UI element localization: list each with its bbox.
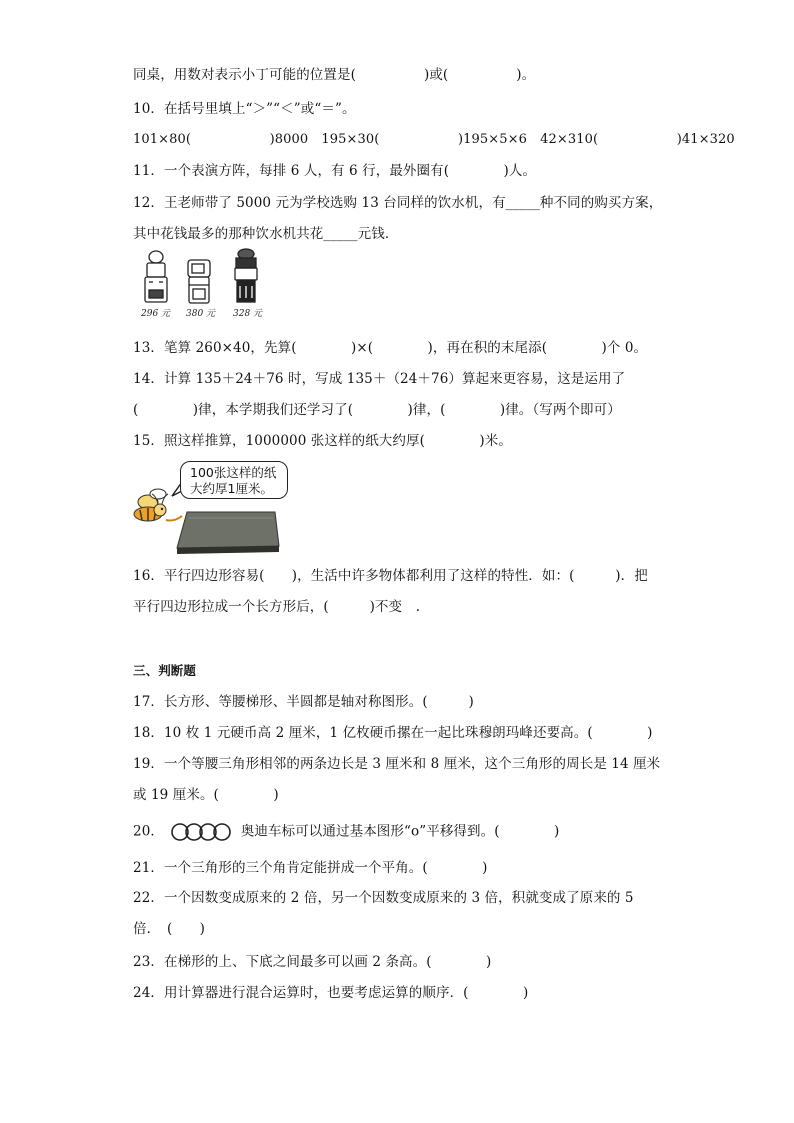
q20-number: 20． [133,823,164,840]
q22-line1: 22．一个因数变成原来的 2 倍，另一个因数变成原来的 3 倍，积就变成了原来的 5 [133,890,634,906]
q10-title: 10．在括号里填上“＞”“＜”或“＝”。 [133,101,356,117]
q20-text: 奥迪车标可以通过基本图形“o”平移得到。( ) [240,823,560,840]
price-3: 328 元 [233,309,263,319]
bubble-line-2: 大约厚1厘米。 [190,481,273,496]
bubble-line-1: 100张这样的纸 [190,465,277,480]
q19-line1: 19．一个等腰三角形相邻的两条边长是 3 厘米和 8 厘米，这个三角形的周长是 14 厘米 [133,756,661,772]
q15: 15．照这样推算，1000000 张这样的纸大约厚( )米。 [133,433,512,449]
paper-stack-icon [175,508,280,556]
speech-bubble [180,461,288,499]
q14-line1: 14．计算 135＋24＋76 时，写成 135＋（24＋76）算起来更容易，这是运用了 [133,371,626,387]
price-2: 380 元 [186,309,216,319]
q17: 17．长方形、等腰梯形、半圆都是轴对称图形。( ) [133,694,474,710]
q12-line1: 12．王老师带了 5000 元为学校选购 13 台同样的饮水机，有_____种不同的购买方案， [133,195,663,211]
q19-line2: 或 19 厘米。( ) [133,787,279,803]
q20 [133,822,559,842]
section-3-title: 三、判断题 [133,663,197,678]
dispenser-1-icon [145,251,167,302]
q21: 21．一个三角形的三个角肯定能拼成一个平角。( ) [133,860,488,876]
dispenser-2-icon [188,260,210,303]
q14-line2: ( )律，本学期我们还学习了( )律，( )律。（写两个即可） [133,402,621,418]
q10-items: 101×80( )8000 195×30( )195×5×6 42×310( )41×320 [133,132,735,147]
water-dispensers-figure [133,248,268,320]
q13: 13．笔算 260×40，先算( )×( )，再在积的末尾添( )个 0。 [133,340,648,356]
q23: 23．在梯形的上、下底之间最多可以画 2 条高。( ) [133,954,492,970]
q9-line: 同桌，用数对表示小丁可能的位置是( )或( )。 [133,67,536,83]
q18: 18．10 枚 1 元硬币高 2 厘米，1 亿枚硬币摞在一起比珠穆朗玛峰还要高。( ) [133,725,653,741]
q12-line2: 其中花钱最多的那种饮水机共花_____元钱． [133,226,399,242]
q11: 11．一个表演方阵，每排 6 人，有 6 行，最外圈有( )人。 [133,163,537,179]
audi-logo-icon [170,822,234,842]
dispenser-3-icon [235,249,257,302]
q16-line1: 16．平行四边形容易( )，生活中许多物体都利用了这样的特性．如：( )．把 [133,568,648,584]
q22-line2: 倍． ( ) [133,921,205,937]
q16-line2: 平行四边形拉成一个长方形后，( )不变 . [133,599,421,615]
q24: 24．用计算器进行混合运算时，也要考虑运算的顺序．( ) [133,985,529,1001]
price-1: 296 元 [141,309,171,319]
